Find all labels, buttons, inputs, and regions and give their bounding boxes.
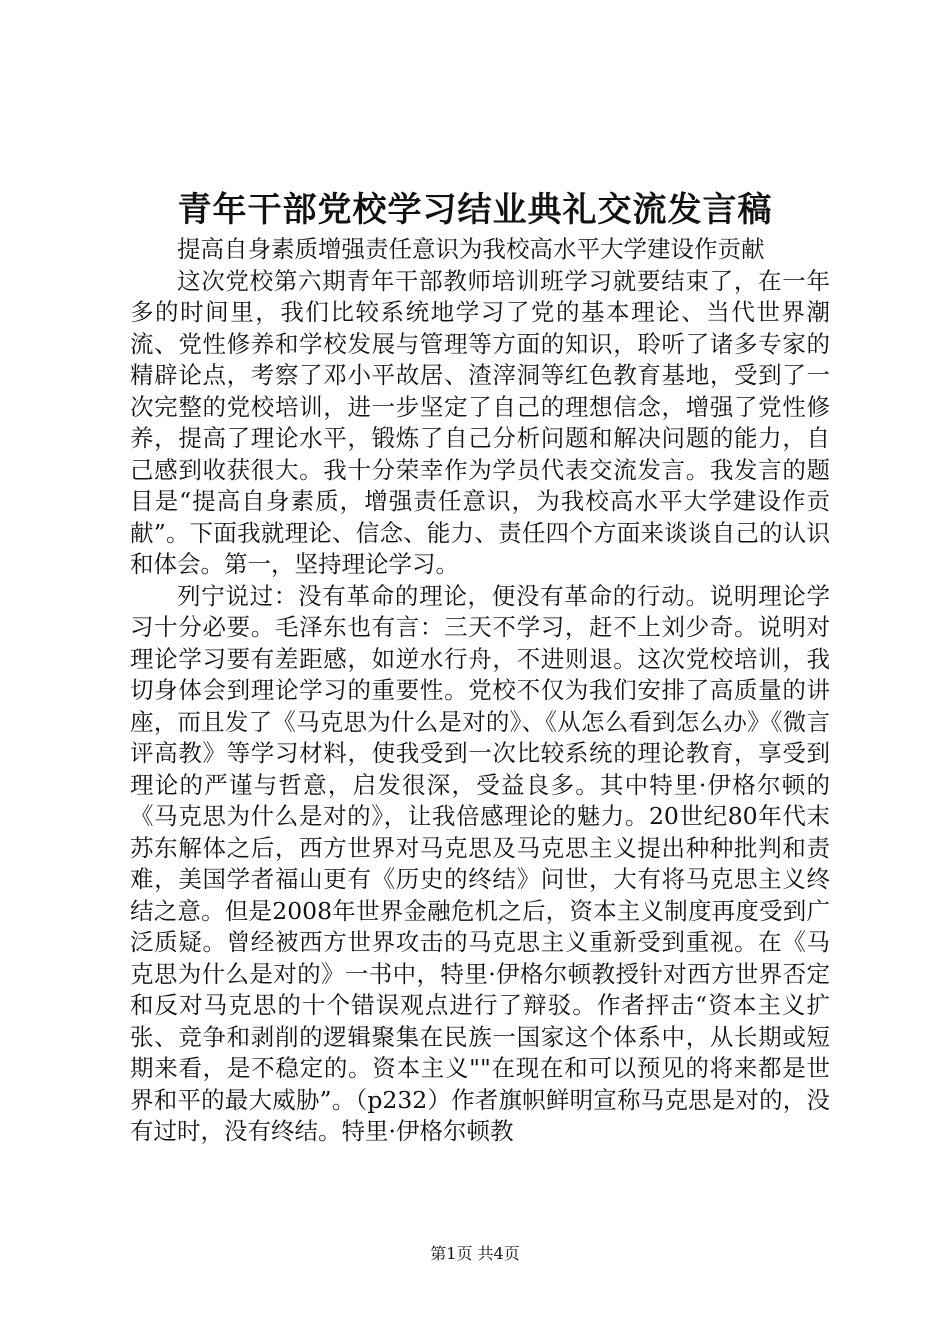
document-title: 青年干部党校学习结业典礼交流发言稿 xyxy=(177,190,773,230)
page-footer: 第1页 共4页 xyxy=(430,1244,520,1263)
body-paragraph-1: 这次党校第六期青年干部教师培训班学习就要结束了，在一年多的时间里，我们比较系统地学习了党的基本理论、当代世界潮流、党性修养和学校发展与管理等方面的知识，聆听了诸多专家的精辟论点，考察了邓小平故居、渣滓洞等红色教育基地，受到了一次完整的党校培训，进一步坚定了自己的理想信念，增强了党性修养，提高了理论水平，锻炼了自己分析问题和解决问题的能力，自己感到收获很大。我十分荣幸作为学员代表交流发言。我发言的题目是“提高自身素质，增强责任意识，为我校高水平大学建设作贡献”。下面我就理论、信念、能力、责任四个方面来谈谈自己的认识和体会。第一，坚持理论学习。 xyxy=(130,266,830,578)
body-paragraph-2: 列宁说过：没有革命的理论，便没有革命的行动。说明理论学习十分必要。毛泽东也有言：三天不学习，赶不上刘少奇。说明对理论学习要有差距感，如逆水行舟，不进则退。这次党校培训，我切身体会到理论学习的重要性。党校不仅为我们安排了高质量的讲座，而且发了《马克思为什么是对的》、《从怎么看到怎么办》《微言评高教》等学习材料，使我受到一次比较系统的理论教育，享受到理论的严谨与哲意，启发很深，受益良多。其中特里·伊格尔顿的《马克思为什么是对的》，让我倍感理论的魅力。20世纪80年代末苏东解体之后，西方世界对马克思及马克思主义提出种种批判和责难，美国学者福山更有《历史的终结》问世，大有将马克思主义终结之意。但是2008年世界金融危机之后，资本主义制度再度受到广泛质疑。曾经被西方世界攻击的马克思主义重新受到重视。在《马克思为什么是对的》一书中，特里·伊格尔顿教授针对西方世界否定和反对马克思的十个错误观点进行了辩驳。作者抨击“资本主义扩张、竞争和剥削的逻辑聚集在民族一国家这个体系中，从长期或短期来看，是不稳定的。资本主义""在现在和可以预见的将来都是世界和平的最大威胁”。（p232）作者旗帜鲜明宣称马克思是对的，没有过时，没有终结。特里·伊格尔顿教 xyxy=(130,581,830,1145)
document-subtitle: 提高自身素质增强责任意识为我校高水平大学建设作贡献 xyxy=(177,235,765,263)
document-body xyxy=(130,234,830,1148)
